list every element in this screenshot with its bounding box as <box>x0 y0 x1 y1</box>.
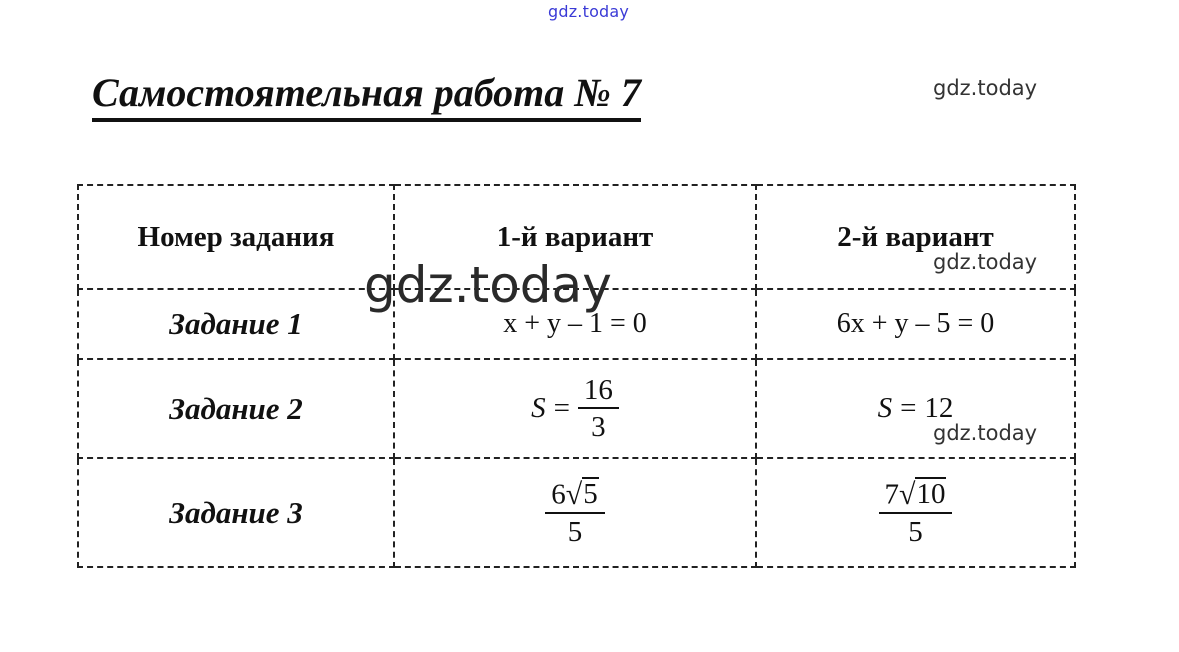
fraction-numerator: 16 <box>578 375 619 409</box>
watermark-title-side: gdz.today <box>933 76 1038 100</box>
task-label: Задание 2 <box>78 359 394 458</box>
radicand: 5 <box>583 478 598 511</box>
radicand: 10 <box>916 478 946 511</box>
math-value: 12 <box>924 392 954 424</box>
page-title: Самостоятельная работа № 7 <box>92 68 641 122</box>
answers-table <box>77 184 1076 568</box>
table-row <box>78 458 1075 567</box>
equals-sign: = <box>553 392 570 424</box>
coefficient: 7 <box>884 478 900 511</box>
equals-sign: = <box>900 392 917 424</box>
fraction <box>879 477 953 547</box>
radical-sign-icon: √ <box>899 477 916 511</box>
fraction-numerator <box>545 477 604 514</box>
math-variable: S <box>877 392 893 424</box>
answer-variant-2: 6x + y – 5 = 0 <box>756 289 1075 359</box>
fraction-denominator: 5 <box>567 516 583 549</box>
answer-variant-1: x + y – 1 = 0 <box>394 289 756 359</box>
watermark-top: gdz.today <box>548 2 630 21</box>
fraction <box>578 375 619 443</box>
fraction-denominator: 3 <box>591 411 606 443</box>
radical-sign-icon: √ <box>565 477 583 511</box>
watermark-row-two-right: gdz.today <box>933 421 1038 445</box>
fraction-numerator <box>879 477 953 514</box>
answer-variant-1 <box>394 458 756 567</box>
task-label: Задание 3 <box>78 458 394 567</box>
area-formula <box>531 375 619 443</box>
math-variable: S <box>531 392 546 424</box>
answer-variant-1 <box>394 359 756 458</box>
task-label: Задание 1 <box>78 289 394 359</box>
coefficient: 6 <box>551 478 566 511</box>
header-variant-2: 2-й вариант <box>756 185 1075 289</box>
table-row <box>78 359 1075 458</box>
header-variant-1: 1-й вариант <box>394 185 756 289</box>
watermark-center-large: gdz.today <box>364 256 612 314</box>
square-root <box>899 477 946 509</box>
square-root <box>566 477 599 509</box>
answer-variant-2 <box>756 458 1075 567</box>
fraction <box>545 477 604 547</box>
header-task-number: Номер задания <box>78 185 394 289</box>
watermark-header-right: gdz.today <box>933 250 1038 274</box>
fraction-denominator: 5 <box>908 516 923 549</box>
